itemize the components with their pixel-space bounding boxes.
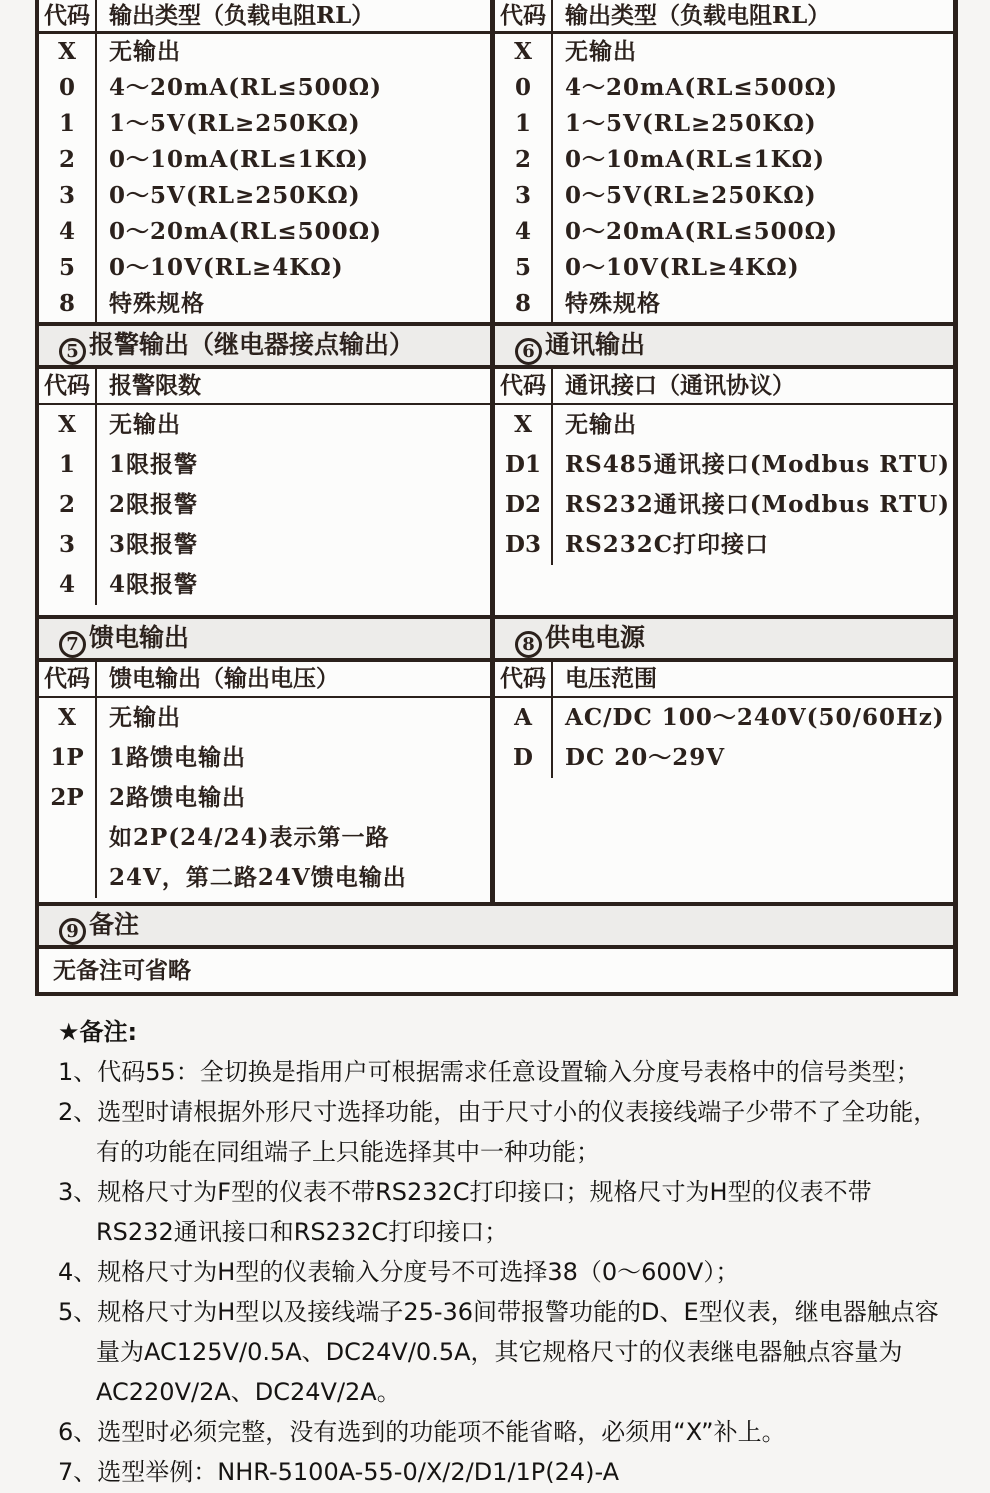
table-row	[39, 286, 490, 322]
note-item-1: 1、代码55：全切换是指用户可根据需求任意设置输入分度号表格中的信号类型；	[58, 1058, 920, 1086]
notes-section	[58, 1012, 940, 1492]
code-cell: D1	[495, 445, 553, 485]
spec-table-alarm-output	[35, 322, 495, 615]
table-row	[39, 738, 490, 778]
note-item-2: 2、选型时请根据外形尺寸选择功能，由于尺寸小的仪表接线端子少带不了全功能，有的功能在同组端子上只能选择其中一种功能；	[58, 1098, 938, 1166]
code-cell: D	[495, 738, 553, 778]
spec-table-communication	[495, 322, 958, 615]
table-header-row	[495, 662, 953, 698]
table-row	[39, 818, 490, 858]
table-row	[39, 70, 490, 106]
desc-cell: 1限报警	[109, 451, 199, 478]
code-cell: X	[495, 405, 553, 445]
note-item-6: 6、选型时必须完整，没有选到的功能项不能省略，必须用“X”补上。	[58, 1418, 786, 1446]
desc-column-header: 电压范围	[565, 665, 657, 692]
spec-table-output-right	[495, 0, 958, 322]
table-body	[39, 405, 490, 615]
code-cell	[39, 818, 97, 858]
code-cell: 2	[39, 142, 97, 178]
desc-cell: DC 20～29V	[565, 744, 726, 771]
remark-value: 无备注可省略	[53, 957, 191, 984]
table-row	[495, 445, 953, 485]
desc-cell: 24V，第二路24V馈电输出	[109, 864, 407, 891]
code-cell: A	[495, 698, 553, 738]
section-header-alarm	[39, 322, 490, 369]
desc-cell: 无输出	[109, 704, 181, 731]
code-cell: 4	[39, 214, 97, 250]
table-row	[39, 525, 490, 565]
code-cell: 3	[495, 178, 553, 214]
desc-cell: 4～20mA(RL≤500Ω)	[109, 74, 382, 101]
spec-table-output-left	[35, 0, 495, 322]
table-row	[495, 525, 953, 565]
table-row	[495, 106, 953, 142]
note-item-5: 5、规格尺寸为H型以及接线端子25-36间带报警功能的D、E型仪表，继电器触点容量为AC125V/0.5A、DC24V/0.5A，其它规格尺寸的仪表继电器触点容量为AC220V/2A、DC24V/2A。	[58, 1298, 939, 1406]
table-row	[495, 178, 953, 214]
table-row	[495, 405, 953, 445]
notes-title: ★备注:	[58, 1018, 138, 1046]
code-cell	[39, 858, 97, 898]
code-cell: 3	[39, 178, 97, 214]
table-row	[495, 738, 953, 778]
desc-cell: 如2P(24/24)表示第一路	[109, 824, 390, 851]
circled-number-7: 7	[59, 631, 86, 658]
table-row	[39, 250, 490, 286]
code-column-header: 代码	[495, 369, 553, 403]
desc-cell: 0～10V(RL≥4KΩ)	[109, 254, 344, 281]
code-cell: X	[39, 698, 97, 738]
code-cell: 2P	[39, 778, 97, 818]
code-column-header: 代码	[39, 369, 97, 403]
spec-table-feed-output	[35, 615, 495, 902]
table-row	[495, 34, 953, 70]
section-header-feed	[39, 615, 490, 662]
code-cell: 5	[39, 250, 97, 286]
code-cell: X	[495, 34, 553, 70]
circled-number-5: 5	[59, 338, 86, 365]
desc-cell: 0～20mA(RL≤500Ω)	[109, 218, 382, 245]
table-row	[39, 405, 490, 445]
desc-cell: 特殊规格	[565, 290, 661, 317]
table-row	[495, 286, 953, 322]
table-row	[495, 70, 953, 106]
desc-column-header: 输出类型（负载电阻RL）	[109, 2, 375, 29]
desc-cell: 4～20mA(RL≤500Ω)	[565, 74, 838, 101]
desc-cell: RS485通讯接口(Modbus RTU)	[565, 451, 951, 478]
desc-cell: 1～5V(RL≥250KΩ)	[109, 110, 361, 137]
table-body	[495, 405, 953, 615]
table-row	[39, 34, 490, 70]
code-cell: 1P	[39, 738, 97, 778]
code-column-header: 代码	[39, 662, 97, 696]
code-cell: 2	[495, 142, 553, 178]
section-title: 备注	[89, 910, 140, 939]
desc-cell: 0～20mA(RL≤500Ω)	[565, 218, 838, 245]
feed-power-tables	[35, 615, 958, 902]
spec-table-remark	[35, 902, 958, 996]
table-body	[495, 698, 953, 894]
section-title: 供电电源	[545, 623, 646, 652]
code-column-header: 代码	[39, 0, 97, 31]
desc-cell: 1路馈电输出	[109, 744, 247, 771]
desc-cell: 0～5V(RL≥250KΩ)	[109, 182, 361, 209]
code-cell: 5	[495, 250, 553, 286]
code-cell: 8	[495, 286, 553, 322]
table-header-row	[39, 0, 490, 34]
code-cell: 1	[39, 445, 97, 485]
code-cell: X	[39, 405, 97, 445]
code-cell: D2	[495, 485, 553, 525]
section-title: 馈电输出	[89, 623, 190, 652]
table-row	[495, 698, 953, 738]
table-body	[39, 34, 490, 322]
code-cell: 1	[39, 106, 97, 142]
desc-cell: 1～5V(RL≥250KΩ)	[565, 110, 817, 137]
code-cell: 8	[39, 286, 97, 322]
table-body	[495, 34, 953, 322]
code-cell: 0	[39, 70, 97, 106]
desc-cell: RS232C打印接口	[565, 531, 770, 558]
desc-cell: 无输出	[109, 411, 181, 438]
table-row	[39, 858, 490, 898]
code-column-header: 代码	[495, 0, 553, 31]
table-row	[39, 214, 490, 250]
table-row	[39, 106, 490, 142]
code-cell: D3	[495, 525, 553, 565]
desc-cell: 0～5V(RL≥250KΩ)	[565, 182, 817, 209]
desc-cell: 2限报警	[109, 491, 199, 518]
section-title: 报警输出（继电器接点输出）	[89, 330, 415, 359]
table-row	[495, 142, 953, 178]
table-header-row	[495, 0, 953, 34]
note-item-3: 3、规格尺寸为F型的仪表不带RS232C打印接口；规格尺寸为H型的仪表不带RS232通讯接口和RS232C打印接口；	[58, 1178, 872, 1246]
table-row	[495, 485, 953, 525]
code-cell: X	[39, 34, 97, 70]
desc-column-header: 输出类型（负载电阻RL）	[565, 2, 831, 29]
output-type-tables	[35, 0, 958, 322]
desc-cell: AC/DC 100～240V(50/60Hz)	[565, 704, 945, 731]
table-row	[39, 778, 490, 818]
desc-cell: 特殊规格	[109, 290, 205, 317]
table-header-row	[39, 662, 490, 698]
alarm-comm-tables	[35, 322, 958, 615]
circled-number-8: 8	[515, 631, 542, 658]
table-row	[39, 698, 490, 738]
circled-number-6: 6	[515, 338, 542, 365]
code-cell: 4	[39, 565, 97, 605]
desc-cell: RS232通讯接口(Modbus RTU)	[565, 491, 951, 518]
table-row	[39, 485, 490, 525]
desc-cell: 0～10V(RL≥4KΩ)	[565, 254, 800, 281]
desc-cell: 无输出	[565, 411, 637, 438]
table-body	[39, 698, 490, 902]
code-column-header: 代码	[495, 662, 553, 696]
desc-cell: 3限报警	[109, 531, 199, 558]
table-row	[39, 445, 490, 485]
code-cell: 2	[39, 485, 97, 525]
desc-column-header: 馈电输出（输出电压）	[109, 665, 339, 692]
circled-number-9: 9	[59, 918, 86, 945]
note-item-4: 4、规格尺寸为H型的仪表输入分度号不可选择38（0～600V）；	[58, 1258, 740, 1286]
section-header-power	[495, 615, 953, 662]
table-row	[495, 214, 953, 250]
section-header-communication	[495, 322, 953, 369]
note-item-7: 7、选型举例：NHR-5100A-55-0/X/2/D1/1P(24)-A	[58, 1458, 620, 1486]
code-cell: 0	[495, 70, 553, 106]
table-header-row	[495, 369, 953, 405]
desc-cell: 无输出	[565, 38, 637, 65]
table-header-row	[39, 369, 490, 405]
section-title: 通讯输出	[545, 330, 646, 359]
desc-cell: 0～10mA(RL≤1KΩ)	[565, 146, 825, 173]
table-row	[39, 565, 490, 605]
table-row	[39, 178, 490, 214]
section-header-remark	[39, 902, 953, 949]
desc-cell: 0～10mA(RL≤1KΩ)	[109, 146, 369, 173]
code-cell: 3	[39, 525, 97, 565]
code-cell: 1	[495, 106, 553, 142]
table-row	[495, 250, 953, 286]
table-row	[39, 142, 490, 178]
spec-table-power-supply	[495, 615, 958, 902]
desc-column-header: 报警限数	[109, 372, 201, 399]
desc-column-header: 通讯接口（通讯协议）	[565, 372, 795, 399]
desc-cell: 无输出	[109, 38, 181, 65]
desc-cell: 4限报警	[109, 571, 199, 598]
code-cell: 4	[495, 214, 553, 250]
desc-cell: 2路馈电输出	[109, 784, 247, 811]
